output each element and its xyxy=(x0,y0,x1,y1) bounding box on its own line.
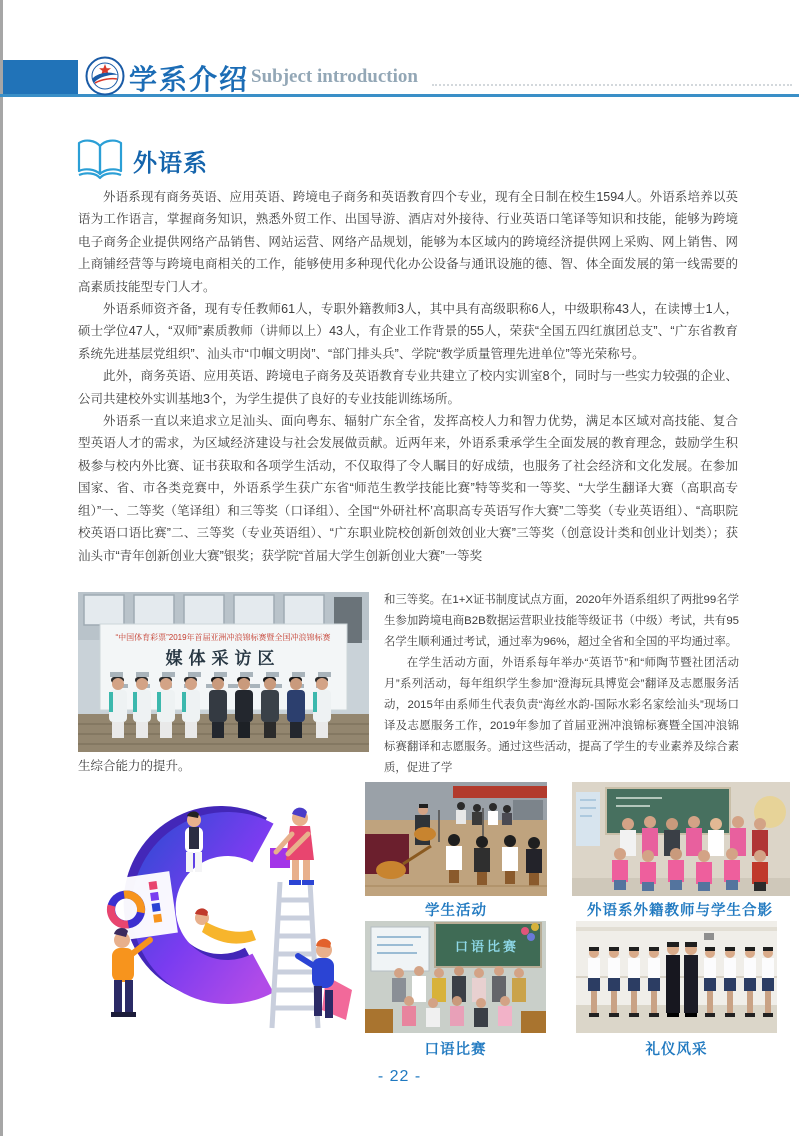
chart-board xyxy=(92,871,178,943)
paragraph-1: 外语系现有商务英语、应用英语、跨境电子商务和英语教育四个专业，现有全日制在校生1594人。外语系培养以英语为工作语言，掌握商务知识，熟悉外贸工作、出国导游、酒店对外接待、行业英语口笔译等知识和技能，能够为跨境电子商务企业提供网络产品销售、网站运营、网络产品规划，能够为本区域内的跨境经济提供网上采购、网上销售、网上商铺经营等与跨境电商相关的工作，能够使用多种现代化办公设备与通讯设施的德、智、体全面发展的第一线需要的高素质技能型专门人才。 xyxy=(78,190,738,294)
page-number: - 22 - xyxy=(377,1068,422,1085)
ladder xyxy=(271,882,318,1028)
caption-foreign-teachers-group: 外语系外籍教师与学生合影 xyxy=(587,903,773,919)
photo-foreign-teachers-group xyxy=(572,782,790,896)
caption-oral-competition: 口语比赛 xyxy=(424,1042,487,1058)
person-standing xyxy=(111,928,150,1017)
school-logo-icon xyxy=(85,56,125,96)
caption-etiquette-show: 礼仪风采 xyxy=(645,1042,708,1058)
article-wrap-text xyxy=(384,590,739,782)
media-banner-subtitle: “中国体育彩票”2019年首届亚洲冲浪锦标赛暨全国冲浪锦标赛 xyxy=(115,633,331,642)
photo-media-interview xyxy=(78,592,369,752)
page-edge-strip xyxy=(0,0,3,1136)
page-title-cn: 学系介绍 xyxy=(129,64,250,95)
article-main-text xyxy=(78,186,738,590)
paragraph-4-part-b: 和三等奖。在1+X证书制度试点方面，2020年外语系组织了两批99名学生参加跨境电商B2B数据运营职业技能等级证书（中级）考试，共有95名学生顺利通过考试，通过率为96%，超过全省和全国的平均通过率。 xyxy=(384,594,739,648)
header-blue-block xyxy=(3,60,78,95)
paragraph-2: 外语系师资齐备，现有专任教师61人，专职外籍教师3人，其中具有高级职称6人，中级职称43人，在读博士1人，硕士学位47人，“双师”素质教师（讲师以上）43人，有企业工作背景的55人，荣获“全国五四红旗团总支”、“广东省教育系统先进基层党组织”、汕头市“巾帼文明岗”、“部门排头兵”、学院“教学质量管理先进单位”等光荣称号。 xyxy=(78,302,738,361)
header-dotted-line xyxy=(432,84,792,86)
paragraph-5-part-a: 在学生活动方面，外语系每年举办“英语节”和“师陶节暨社团活动月”系列活动，每年组织学生参加“澄海玩具博览会”翻译及志愿服务活动，2015年由系师生代表负责“海丝水韵-国际水彩名家绘汕头”现场口译及志愿服务工作，2019年参加了首届亚洲冲浪锦标赛暨全国冲浪锦标赛翻译和志愿服务。通过这些活动，提高了学生的专业素养及综合素质，促进了学 xyxy=(384,657,739,774)
paragraph-5-part-b: 生综合能力的提升。 xyxy=(78,759,191,773)
people-row xyxy=(109,677,331,738)
photo-etiquette-show xyxy=(576,921,777,1033)
teamwork-illustration xyxy=(74,790,362,1040)
photo-oral-competition xyxy=(365,921,546,1033)
desk-right xyxy=(521,1011,546,1033)
page-title-en: Subject introduction xyxy=(251,66,418,87)
open-book-icon xyxy=(76,136,124,182)
caption-student-activities: 学生活动 xyxy=(425,903,487,919)
projector-screen xyxy=(371,927,429,971)
paragraph-4-part-a: 外语系一直以来追求立足汕头、面向粤东、辐射广东全省，发挥高校人力和智力优势，满足本区域对高技能、复合型英语人才的需求，为区域经济建设与社会发展做贡献。近两年来，外语系秉承学生全面发展的教育理念，鼓励学生积极参与校内外比赛、证书获取和各项学生活动，不仅取得了令人瞩目的好成绩，也服务了社会经济和文化发展。在参加国家、省、市各类竞赛中，外语系学生获广东省“师范生教学技能比赛”特等奖和一等奖、“大学生翻译大赛（高职高专组）”一、二等奖（笔译组）和三等奖（口译组）、全国“‘外研社杯’高职高专英语写作大赛”二等奖（专业英语组）、“高职院校英语口语比赛”二、三等奖（专业英语组）、“广东职业院校创新创效创业大赛”三等奖（创意设计类和创业计划类）；获汕头市“青年创新创业大赛”银奖；获学院“首届大学生创新创业大赛”一等奖 xyxy=(78,414,738,563)
person-lounging xyxy=(195,908,256,943)
section-title: 外语系 xyxy=(133,150,208,177)
desk-left xyxy=(365,1009,393,1033)
paragraph-3: 此外，商务英语、应用英语、跨境电子商务及英语教育专业共建立了校内实训室8个，同时与一些实力较强的企业、公司共建校外实训基地3个，为学生提供了良好的专业技能训练场所。 xyxy=(78,369,738,406)
wall-speaker xyxy=(704,933,714,940)
photo-student-activities xyxy=(365,782,547,896)
person-holding-box xyxy=(270,808,314,885)
chalkboard-text: 口语比赛 xyxy=(454,939,520,954)
media-banner-title: 媒体采访区 xyxy=(165,649,281,668)
